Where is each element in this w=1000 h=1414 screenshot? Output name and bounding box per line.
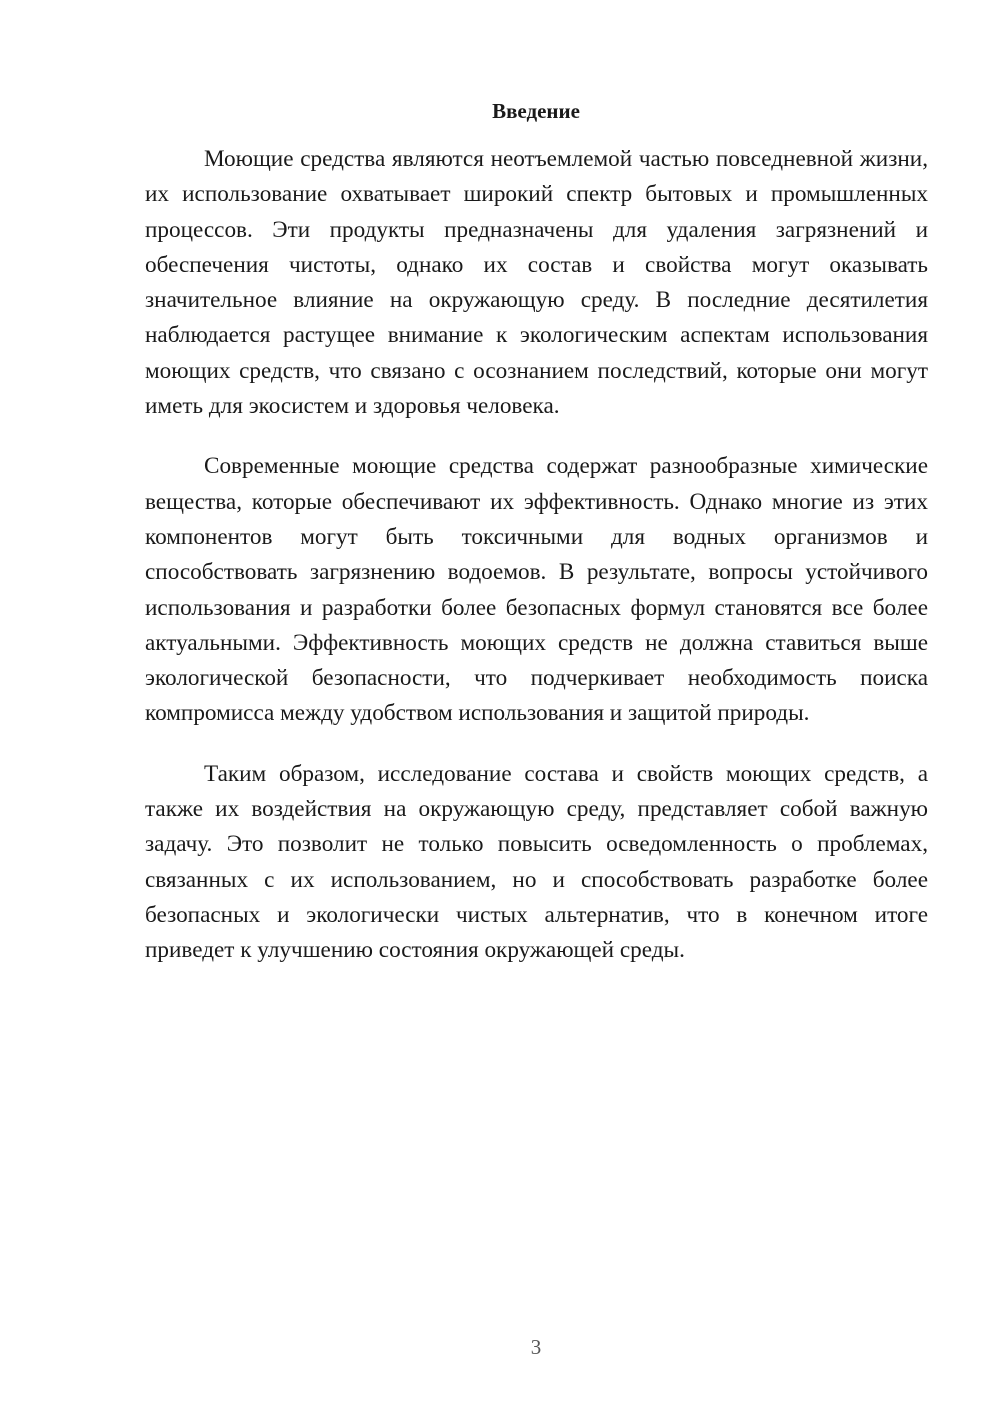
paragraph-3: Таким образом, исследование состава и свойств моющих средств, а также их воздействия на окружающую среду, представляет собой важную задачу. Это позволит не только повысить осведомленность о проблемах, связанных с их использованием, но и способствовать разработке более безопасных и экологически чистых альтернатив, что в конечном итоге приведет к улучшению состояния окружающей среды. bbox=[145, 760, 928, 964]
page-number: 3 bbox=[530, 1335, 542, 1359]
paragraph-1: Моющие средства являются неотъемлемой частью повседневной жизни, их использование охватывает широкий спектр бытовых и промышленных процессов. Эти продукты предназначены для удаления загрязнений и обеспечения чистоты, однако их состав и свойства могут оказывать значительное влияние на окружающую среду. В последние десятилетия наблюдается растущее внимание к экологическим аспектам использования моющих средств, что связано с осознанием последствий, которые они могут иметь для экосистем и здоровья человека. bbox=[145, 146, 928, 420]
section-title: Введение bbox=[492, 99, 580, 123]
paragraph-2: Современные моющие средства содержат разнообразные химические вещества, которые обеспечивают их эффективность. Однако многие из этих компонентов могут быть токсичными для водных организмов и способствовать загрязнению водоемов. В результате, вопросы устойчивого использования и разработки более безопасных формул становятся все более актуальными. Эффективность моющих средств не должна ставиться выше экологической безопасности, что подчеркивает необходимость поиска компромисса между удобством использования и защитой природы. bbox=[145, 453, 928, 727]
body-text bbox=[145, 142, 928, 969]
